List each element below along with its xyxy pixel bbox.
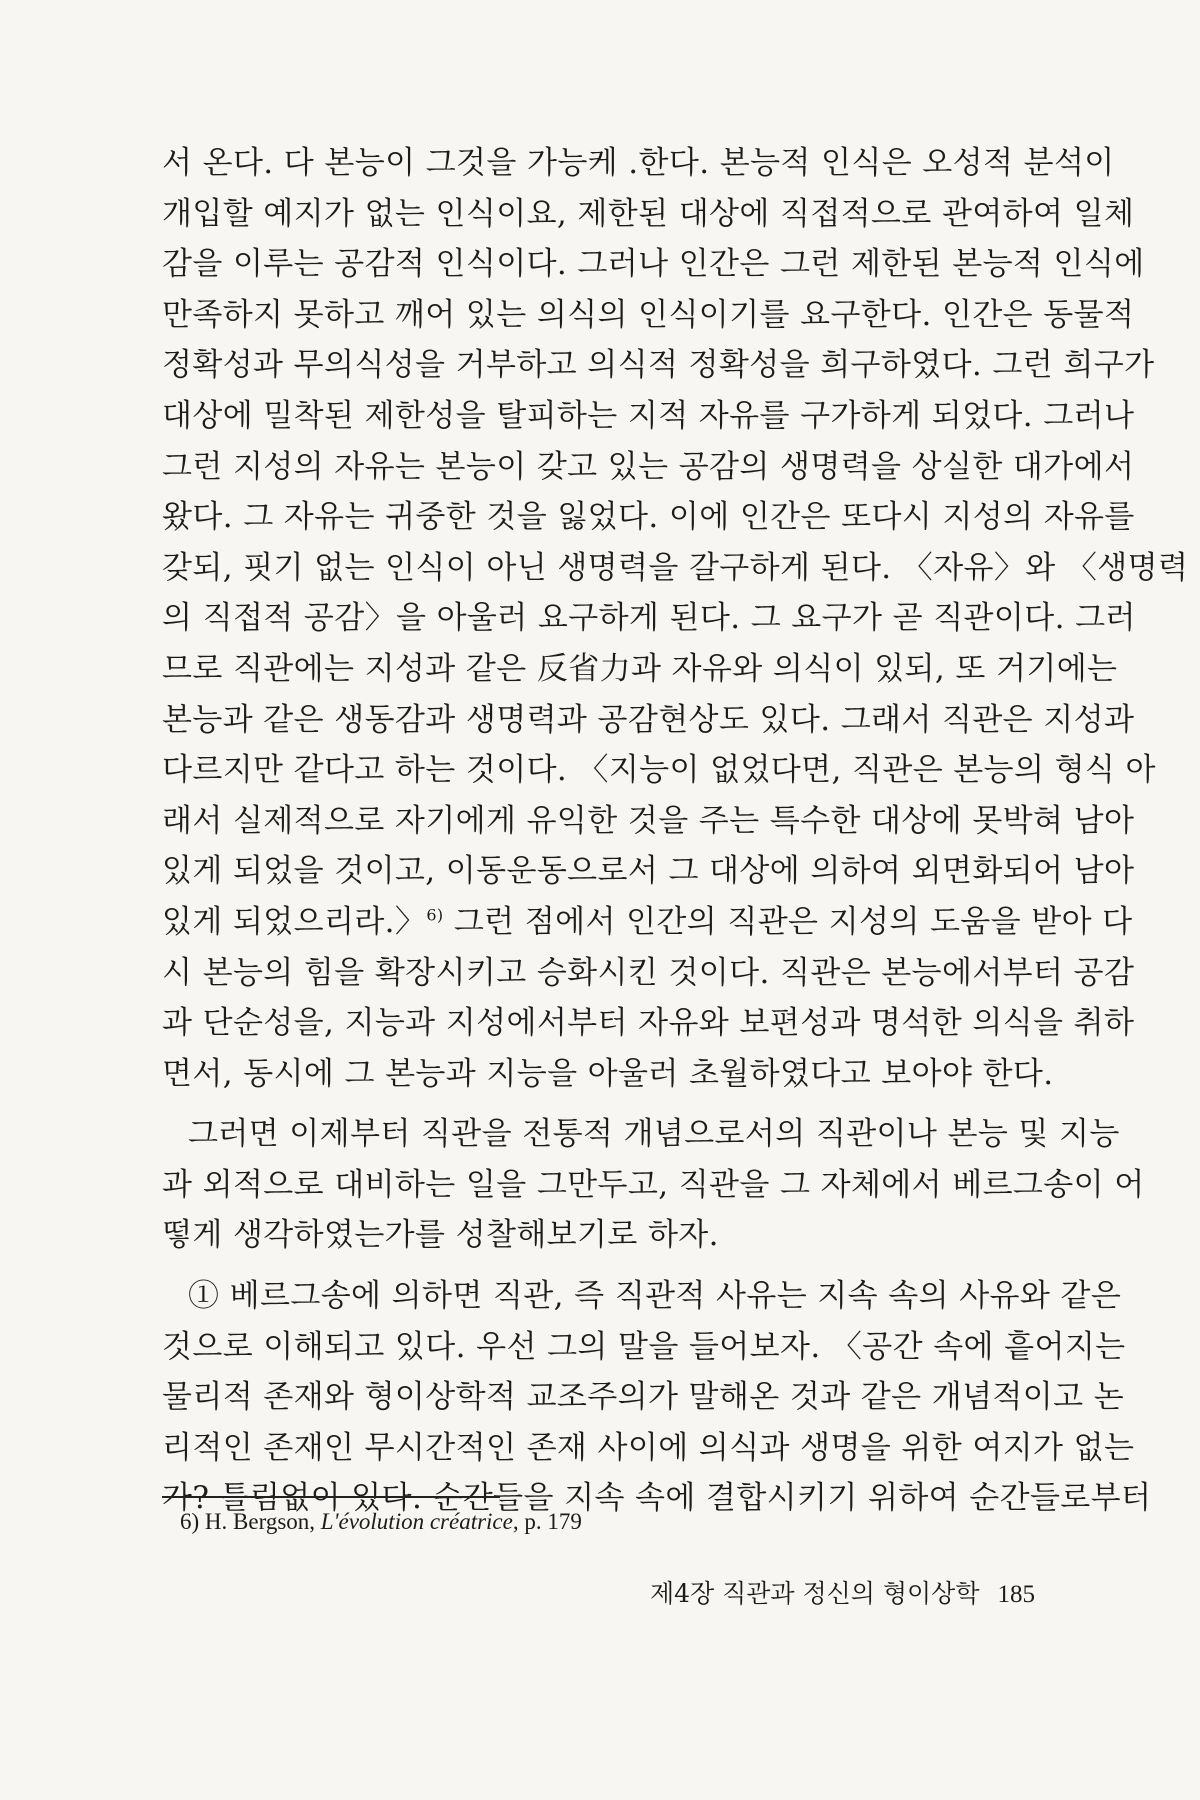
- text-line: 감을 이루는 공감적 인식이다. 그러나 인간은 그런 제한된 본능적 인식에: [162, 246, 1145, 283]
- text-line: 서 온다. 다 본능이 그것을 가능케 .한다. 본능적 인식은 오성적 분석이: [162, 145, 1115, 181]
- text-line: 그러면 이제부터 직관을 전통적 개념으로서의 직관이나 본능 및 지능: [188, 1116, 1120, 1153]
- text-line: 다르지만 같다고 하는 것이다. 〈지능이 없었다면, 직관은 본능의 형식 아: [162, 752, 1156, 789]
- line-text: 그런 점에서 인간의 직관은 지성의 도움을 받아 다: [443, 903, 1133, 940]
- body-text: [162, 138, 1189, 1524]
- text-line: 떻게 생각하였는가를 성찰해보기로 하자.: [162, 1217, 719, 1254]
- text-line: 갖되, 핏기 없는 인식이 아닌 생명력을 갈구하게 된다. 〈자유〉와 〈생명력: [162, 549, 1189, 586]
- text-line: 왔다. 그 자유는 귀중한 것을 잃었다. 이에 인간은 또다시 지성의 자유를: [162, 499, 1135, 536]
- text-line: 가? 틀림없이 있다. 순간들을 지속 속에 결합시키기 위하여 순간들로부터: [162, 1480, 1152, 1517]
- text-line: 과 외적으로 대비하는 일을 그만두고, 직관을 그 자체에서 베르그송이 어: [162, 1166, 1145, 1203]
- text-line: 면서, 동시에 그 본능과 지능을 아울러 초월하였다고 보아야 한다.: [162, 1055, 1054, 1092]
- line-text: 있게 되었으리라.〉: [162, 903, 427, 940]
- text-line: [162, 897, 1133, 948]
- footnote-number: 6): [180, 1509, 200, 1534]
- text-line: 시 본능의 힘을 확장시키고 승화시킨 것이다. 직관은 본능에서부터 공감: [162, 954, 1135, 991]
- text-line: ① 베르그송에 의하면 직관, 즉 직관적 사유는 지속 속의 사유와 같은: [188, 1278, 1122, 1315]
- text-line: 대상에 밀착된 제한성을 탈피하는 지적 자유를 구가하게 되었다. 그러나: [162, 397, 1135, 434]
- text-line: 물리적 존재와 형이상학적 교조주의가 말해온 것과 같은 개념적이고 논: [162, 1379, 1125, 1416]
- chapter-title: 제4장 직관과 정신의 형이상학: [649, 1579, 980, 1608]
- running-footer: [650, 1574, 1035, 1610]
- text-line: 의 직접적 공감〉을 아울러 요구하게 된다. 그 요구가 곧 직관이다. 그러: [162, 600, 1136, 637]
- footnote-title: L'évolution créatrice: [320, 1509, 513, 1534]
- text-line: 그런 지성의 자유는 본능이 갖고 있는 공감의 생명력을 상실한 대가에서: [162, 448, 1135, 485]
- footnote: [180, 1509, 582, 1535]
- footnote-reference[interactable]: 6): [426, 905, 444, 925]
- footnote-divider: [162, 1496, 500, 1498]
- text-line: 있게 되었을 것이고, 이동운동으로서 그 대상에 의하여 외면화되어 남아: [162, 853, 1135, 890]
- footnote-page: , p. 179: [512, 1509, 582, 1534]
- text-line: 래서 실제적으로 자기에게 유익한 것을 주는 특수한 대상에 못박혀 남아: [162, 802, 1135, 839]
- text-line: 과 단순성을, 지능과 지성에서부터 자유와 보편성과 명석한 의식을 취하: [162, 1005, 1135, 1042]
- footnote-author: H. Bergson,: [204, 1509, 316, 1534]
- text-line: 리적인 존재인 무시간적인 존재 사이에 의식과 생명을 위한 여지가 없는: [162, 1429, 1135, 1466]
- text-line: 본능과 같은 생동감과 생명력과 공감현상도 있다. 그래서 직관은 지성과: [162, 701, 1135, 738]
- text-line: 것으로 이해되고 있다. 우선 그의 말을 들어보자. 〈공간 속에 흩어지는: [162, 1328, 1126, 1365]
- text-line: 개입할 예지가 없는 인식이요, 제한된 대상에 직접적으로 관여하여 일체: [162, 195, 1135, 232]
- text-line: 므로 직관에는 지성과 같은 反省力과 자유와 의식이 있되, 또 거기에는: [162, 650, 1118, 687]
- page-number: 185: [997, 1581, 1035, 1608]
- text-line: 만족하지 못하고 깨어 있는 의식의 인식이기를 요구한다. 인간은 동물적: [162, 296, 1135, 333]
- text-line: 정확성과 무의식성을 거부하고 의식적 정확성을 희구하였다. 그런 희구가: [162, 347, 1155, 384]
